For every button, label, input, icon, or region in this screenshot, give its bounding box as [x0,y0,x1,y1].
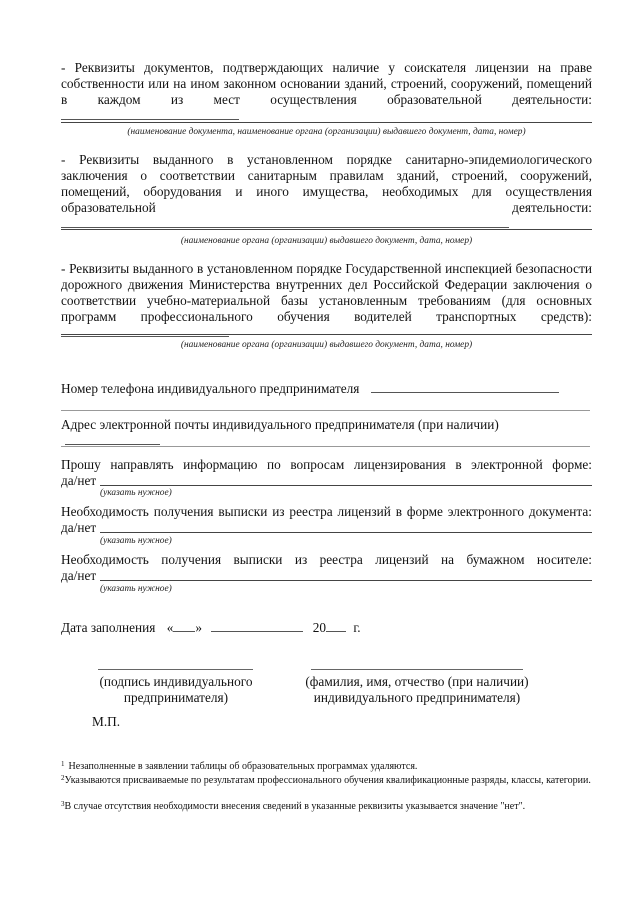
date-month-input[interactable] [211,620,303,632]
full-name-line[interactable] [311,669,523,670]
email-label: Адрес электронной почты индивидуального предпринимателя (при наличии) [61,417,499,432]
signature-line[interactable] [98,669,253,670]
gibdd-conclusion-text: - Реквизиты выданного в установленном порядке Государственной инспекцией безопасности дорожного движения Министерства внутренних дел Российской Федерации заключения о соответствии учебно-материальной базы установленным требованиям (для основных программ профессионального обучения водителей транспортных средств): [61,261,592,341]
q3-answer-row [61,568,592,584]
q3-answer-input[interactable] [100,580,592,581]
footnote-1: $^1$ Незаполненные в заявлении таблицы об образовательных программах удаляются. [61,760,418,772]
q1-text: Прошу направлять информацию по вопросам лицензирования в электронной форме: [61,457,592,472]
q2-text: Необходимость получения выписки из реестра лицензий в форме электронного документа: [61,504,592,519]
premises-requisites-input[interactable] [61,108,239,120]
premises-requisites-line[interactable] [61,122,592,123]
q1-answer-input[interactable] [100,485,592,486]
q2-hint: (указать нужное) [100,536,172,546]
q2-answer-row [61,520,592,536]
date-year-input[interactable] [326,620,346,632]
q3-text: Необходимость получения выписки из реестра лицензий на бумажном носителе: [61,552,592,567]
signature-caption: (подпись индивидуального предпринимателя) [99,674,253,705]
email-row [61,417,592,449]
q2-yes-no: да/нет [61,520,97,535]
date-row: Дата заполнения « » 20 г. [61,620,361,635]
sanitary-conclusion-line[interactable] [61,229,592,230]
premises-requisites-text: - Реквизиты документов, подтверждающих наличие у соискателя лицензии на праве собственности или на ином законном основании зданий, строений, сооружений, помещений в каждом из мест осуществления образовательной деятельности: [61,60,592,124]
stamp-place: М.П. [92,714,121,729]
sanitary-conclusion-caption: (наименование органа (организации) выдавшего документ, дата, номер) [180,236,473,246]
phone-input[interactable] [371,381,559,393]
full-name-caption: (фамилия, имя, отчество (при наличии) индивидуального предпринимателя) [305,674,529,705]
q1-yes-no: да/нет [61,473,97,488]
footnote-2: $^2$Указываются присваиваемые по результатам профессионального обучения квалификационные разряды, классы, категории. [61,774,591,786]
phone-row [61,381,592,397]
q3-hint: (указать нужное) [100,584,172,594]
q1-answer-row [61,473,592,489]
date-day-input[interactable] [173,620,195,632]
email-extra-line[interactable] [61,446,590,447]
sanitary-conclusion-input[interactable] [61,216,509,228]
gibdd-conclusion-line[interactable] [61,334,592,335]
premises-requisites-caption: (наименование документа, наименование органа (организации) выдавшего документ, дата, номер) [127,127,526,137]
footnote-3: $^3$В случае отсутствия необходимости внесения сведений в указанные реквизиты указывается значение "нет". [61,800,526,812]
date-label: Дата заполнения [61,620,156,635]
gibdd-conclusion-caption: (наименование органа (организации) выдавшего документ, дата, номер) [180,340,473,350]
q1-hint: (указать нужное) [100,488,172,498]
q3-yes-no: да/нет [61,568,97,583]
gibdd-conclusion-input[interactable] [61,325,229,337]
sanitary-conclusion-text: - Реквизиты выданного в установленном порядке санитарно-эпидемиологического заключения о соответствии санитарным правилам зданий, строений, сооружений, помещений, оборудования и иного имущества, необходимых для осуществления образовательной деятельности: [61,152,592,232]
q2-answer-input[interactable] [100,532,592,533]
phone-extra-line[interactable] [61,410,590,411]
phone-label: Номер телефона индивидуального предпринимателя [61,381,360,396]
email-input[interactable] [65,433,160,445]
